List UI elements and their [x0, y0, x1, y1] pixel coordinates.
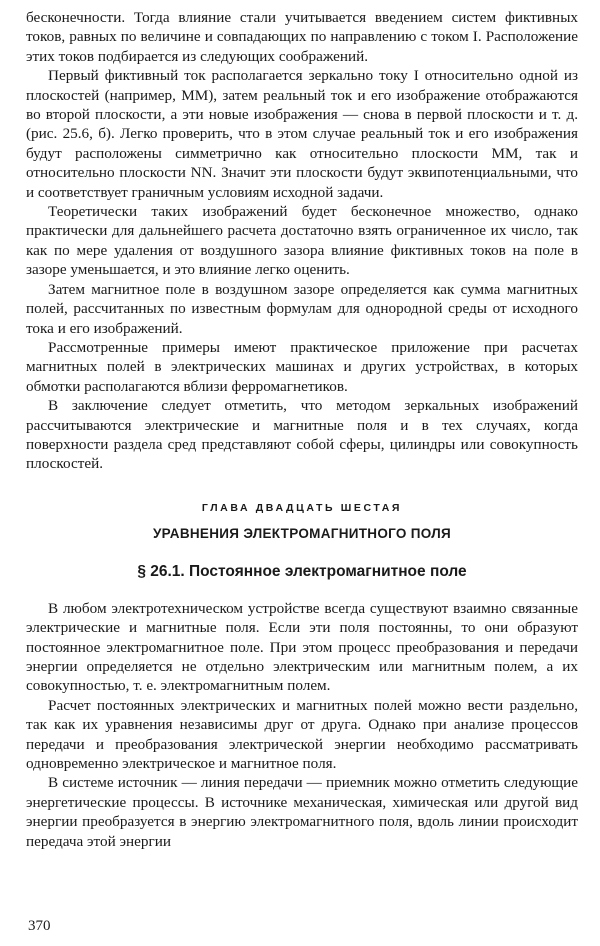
paragraph-6: В заключение следует отметить, что методом зеркальных изображений рассчитываются электрические и магнитные поля и в тех случаях, когда поверхности раздела сред представляют собой сферы, цилиндры или совокупность плоскостей. — [26, 397, 578, 473]
paragraph-8: Расчет постоянных электрических и магнитных полей можно вести раздельно, так как их уравнения независимы друг от друга. Однако при анализе процессов передачи и преобразования электрической энергии необходимо рассматривать одновременно электрическое и магнитное поля. — [26, 696, 578, 772]
paragraph-7: В любом электротехническом устройстве всегда существуют взаимно связанные электрические и магнитные поля. Если эти поля постоянны, то они образуют постоянное электромагнитное поле. При этом процесс преобразования и передачи энергии определяется не отдельно электрическим или магнитным полем, а их совокупностью, т. е. электромагнитным полем. — [26, 599, 578, 695]
page-number: 370 — [28, 918, 51, 934]
paragraph-3: Теоретически таких изображений будет бесконечное множество, однако практически для дальнейшего расчета достаточно взять ограниченное их число, так как по мере удаления от воздушного зазора влияние фиктивных токов на поле в зазоре уменьшается, и это влияние легко оценить. — [26, 203, 578, 279]
paragraph-2: Первый фиктивный ток располагается зеркально току I относительно одной из плоскостей (например, MM), затем реальный ток и его изображение отображаются во второй плоскости, а эти новые изображения — снова в первой плоскости и т. д. (рис. 25.6, б). Легко проверить, что в этом случае реальный ток и его изображения будут расположены симметрично как относительно плоскости MM, так и относительно плоскости NN. Значит эти плоскости будут эквипотенциальными, что и соответствует граничным условиям исходной задачи. — [26, 67, 578, 201]
paragraph-4: Затем магнитное поле в воздушном зазоре определяется как сумма магнитных полей, рассчитанных по известным формулам для однородной среды от исходного тока и его изображений. — [26, 280, 578, 337]
paragraph-1: бесконечности. Тогда влияние стали учитывается введением систем фиктивных токов, равных по величине и совпадающих по направлению с током I. Расположение этих токов подбирается из следующих соображений. — [26, 9, 578, 65]
paragraph-5: Рассмотренные примеры имеют практическое приложение при расчетах магнитных полей в электрических машинах и других устройствах, в которых обмотки располагаются вблизи ферромагнетиков. — [26, 338, 578, 395]
chapter-label: ГЛАВА ДВАДЦАТЬ ШЕСТАЯ — [201, 501, 403, 514]
section-title: § 26.1. Постоянное электромагнитное поле — [137, 562, 467, 580]
paragraph-9: В системе источник — линия передачи — приемник можно отметить следующие энергетические процессы. В источнике механическая, химическая или другой вид энергии преобразуется в энергию электромагнитного поля, вдоль линии происходит передача этой энергии — [26, 774, 578, 850]
chapter-title: УРАВНЕНИЯ ЭЛЕКТРОМАГНИТНОГО ПОЛЯ — [152, 525, 452, 541]
